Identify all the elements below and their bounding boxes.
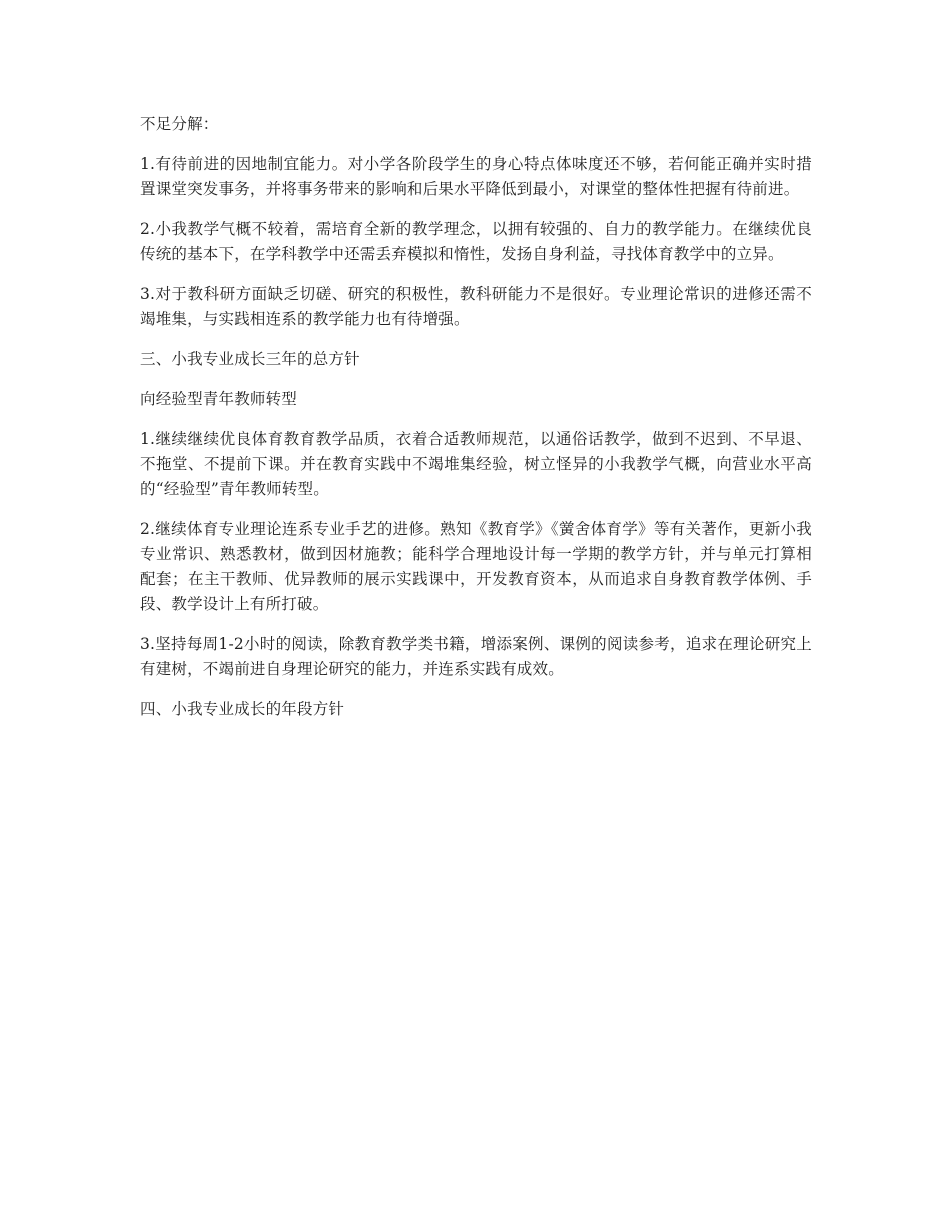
section-heading-three-year-goal: 三、小我专业成长三年的总方针 [140, 350, 360, 368]
goal-item-1: 1.继续继续优良体育教育教学品质，衣着合适教师规范，以通俗话教学，做到不迟到、不早退、不拖堂、不提前下课。并在教育实践中不竭堆集经验，树立怪异的小我教学气概，向营业水平高的“经验型”青年教师转型。 [140, 430, 812, 498]
shortcoming-item-1: 1.有待前进的因地制宜能力。对小学各阶段学生的身心特点体味度还不够，若何能正确并实时措置课堂突发事务，并将事务带来的影响和后果水平降低到最小，对课堂的整体性把握有待前进。 [140, 155, 812, 198]
subheading-transition: 向经验型青年教师转型 [140, 390, 298, 408]
shortcoming-item-3: 3.对于教科研方面缺乏切磋、研究的积极性，教科研能力不是很好。专业理论常识的进修还需不竭堆集，与实践相连系的教学能力也有待增强。 [140, 285, 812, 328]
section-heading-yearly-goals: 四、小我专业成长的年段方针 [140, 700, 345, 718]
shortcoming-item-2: 2.小我教学气概不较着，需培育全新的教学理念，以拥有较强的、自力的教学能力。在继续优良传统的基本下，在学科教学中还需丢弃模拟和惰性，发扬自身利益，寻找体育教学中的立异。 [140, 220, 812, 263]
goal-item-2: 2.继续体育专业理论连系专业手艺的进修。熟知《教育学》《黉舍体育学》等有关著作，更新小我专业常识、熟悉教材，做到因材施教；能科学合理地设计每一学期的教学方针，并与单元打算相配套；在主干教师、优异教师的展示实践课中，开发教育资本，从而追求自身教育教学体例、手段、教学设计上有所打破。 [140, 520, 812, 613]
section-label-shortcomings: 不足分解： [140, 115, 219, 133]
goal-item-3: 3.坚持每周1-2小时的阅读，除教育教学类书籍，增添案例、课例的阅读参考，追求在理论研究上有建树，不竭前进自身理论研究的能力，并连系实践有成效。 [140, 635, 812, 678]
document-body [140, 112, 812, 737]
